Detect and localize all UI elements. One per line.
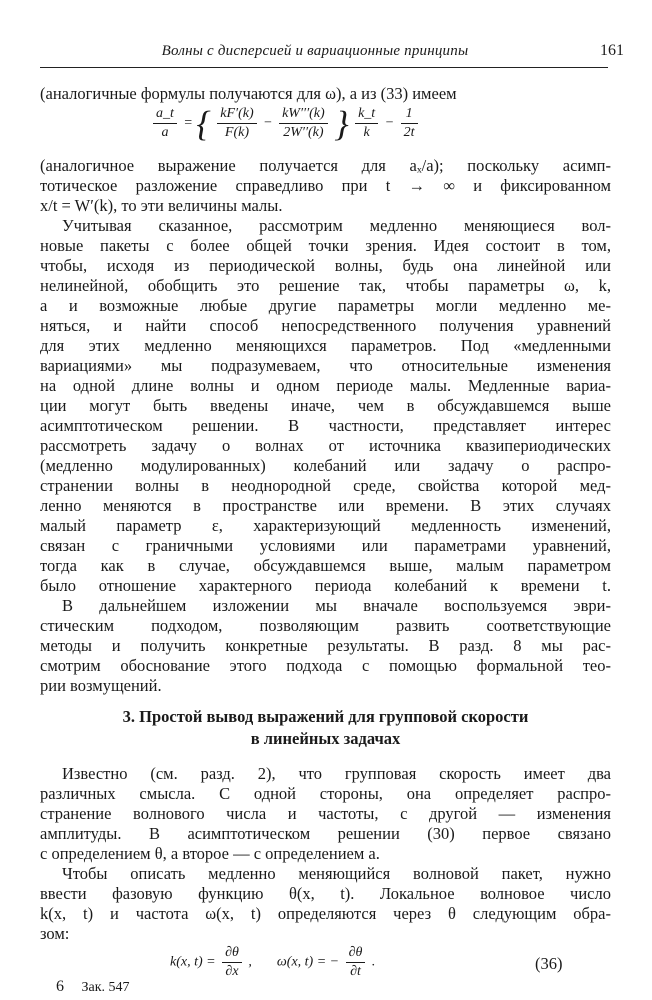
fraction-at-a (153, 105, 177, 142)
text-line: ленно меняются в пространстве или времени. В этих случаях (40, 496, 611, 515)
text-line: x/t = W′(k), то эти величины малы. (40, 196, 283, 215)
text-line: тотическое разложение справедливо при t → ∞ и фиксированном (40, 176, 611, 195)
text-line: асимптотическом решении. В частности, представляет интерес (40, 416, 611, 435)
paragraph-first-line: Учитывая сказанное, рассмотрим медленно меняющиеся вол- (62, 216, 611, 235)
fraction-denominator: 2W′′(k) (283, 125, 324, 140)
text-line: (аналогичные формулы получаются для ω), а из (33) имеем (40, 84, 457, 103)
fraction-numerator: ∂θ (222, 944, 242, 963)
minus-sign: − (263, 115, 273, 131)
fraction-denominator: ∂t (350, 964, 361, 979)
page-number: 161 (600, 42, 624, 59)
fraction-denominator: k (363, 125, 370, 140)
text-line: методы и получить конкретные результаты. В разд. 8 мы рас- (40, 636, 611, 655)
fraction-numerator: 1 (401, 105, 418, 124)
text-line: вариациями» мы подразумеваем, что относительные изменения (40, 356, 611, 375)
text-line: рассмотреть задачу о волнах от источника квазипериодических (40, 436, 611, 455)
text-line: k(x, t) и частота ω(x, t) определяются через θ следующим обра- (40, 904, 611, 923)
text-line: новые пакеты с более общей точки зрения. Идея состоит в том, (40, 236, 611, 255)
fraction-kt-k (355, 105, 378, 142)
text-line: ции могут быть введены иначе, чем в обсуждавшемся выше (40, 396, 611, 415)
equation-number: (36) (535, 954, 563, 973)
right-brace: } (334, 103, 349, 144)
left-brace: { (196, 103, 211, 144)
text-line: (аналогичное выражение получается для aₓ/a); поскольку асимп- (40, 156, 611, 175)
printer-footer (56, 978, 130, 996)
formula-at-over-a (150, 105, 421, 142)
fraction-denominator: F(k) (224, 125, 249, 140)
order-number: Зак. 547 (81, 980, 130, 995)
paragraph-first-line: Чтобы описать медленно меняющийся волновой пакет, нужно (62, 864, 611, 883)
text-line: смотрим обоснование этого подхода с помощью формальной тео- (40, 656, 611, 675)
fraction-numerator: k_t (355, 105, 378, 124)
omega-definition-lhs: ω(x, t) = − (276, 954, 340, 970)
paragraph-first-line: Известно (см. разд. 2), что групповая скорость имеет два (62, 764, 611, 783)
fraction-numerator: kW′′′(k) (279, 105, 328, 124)
text-line: было отношение характерного периода колебаний к времени t. (40, 576, 611, 595)
minus-sign: − (384, 115, 395, 131)
text-line: ввести фазовую функцию θ(x, t). Локальное волновое число (40, 884, 611, 903)
k-definition-lhs: k(x, t) = (170, 954, 216, 970)
signature-mark: 6 (56, 978, 64, 995)
paragraph-first-line: В дальнейшем изложении мы вначале воспользуемся эври- (62, 596, 611, 615)
fraction-numerator: kF′(k) (217, 105, 256, 124)
fraction-kW-2W (279, 105, 328, 142)
text-line: рии возмущений. (40, 676, 162, 695)
text-line: стическим подходом, позволяющим развить соответствующие (40, 616, 611, 635)
fraction-numerator: ∂θ (346, 944, 366, 963)
text-line: (медленно модулированных) колебаний или задачу о распро- (40, 456, 611, 475)
text-line: зом: (40, 924, 70, 943)
formula-36 (170, 944, 375, 981)
text-line: на одной длине волны и одном периоде малы. Медленные вариа- (40, 376, 611, 395)
fraction-denominator: 2t (403, 125, 415, 140)
text-line: тогда как в случае, обсуждавшемся выше, малым параметром (40, 556, 611, 575)
comma: , (248, 954, 252, 970)
fraction-1-2t (401, 105, 418, 142)
section-title: 3. Простой вывод выражений для групповой скорости (122, 707, 529, 726)
running-header-title: Волны с дисперсией и вариационные принципы (161, 43, 469, 59)
text-line: с определением θ, а второе — с определением a. (40, 844, 380, 863)
text-line: амплитуды. В асимптотическом решении (30) первое связано (40, 824, 611, 843)
header-rule (40, 67, 608, 68)
text-line: чтобы, исходя из периодической волны, будь она линейной или (40, 256, 611, 275)
text-line: няться, и найти способ непосредственного получения уравнений (40, 316, 611, 335)
text-line: a и возможные любые другие параметры могли медленно ме- (40, 296, 611, 315)
fraction-dtheta-dt (346, 944, 366, 981)
text-line: различных смысла. С одной стороны, она определяет распро- (40, 784, 611, 803)
text-line: странение волнового числа и частоты, с другой — изменения (40, 804, 611, 823)
text-line: малый параметр ε, характеризующий медленность изменений, (40, 516, 611, 535)
period: . (371, 954, 376, 970)
fraction-kF-F (217, 105, 256, 142)
section-title: в линейных задачах (250, 729, 401, 748)
fraction-dtheta-dx (222, 944, 242, 981)
text-line: связан с граничными условиями или параметрами уравнений, (40, 536, 611, 555)
fraction-denominator: a (161, 125, 169, 140)
fraction-numerator: a_t (153, 105, 177, 124)
text-line: для этих медленно меняющихся параметров. Под «медленными (40, 336, 611, 355)
fraction-denominator: ∂x (225, 964, 239, 979)
equals-sign: = (183, 115, 193, 131)
text-line: странении волны в неоднородной среде, свойства которой мед- (40, 476, 611, 495)
text-line: нелинейной, обобщить это решение так, чтобы параметры ω, k, (40, 276, 611, 295)
